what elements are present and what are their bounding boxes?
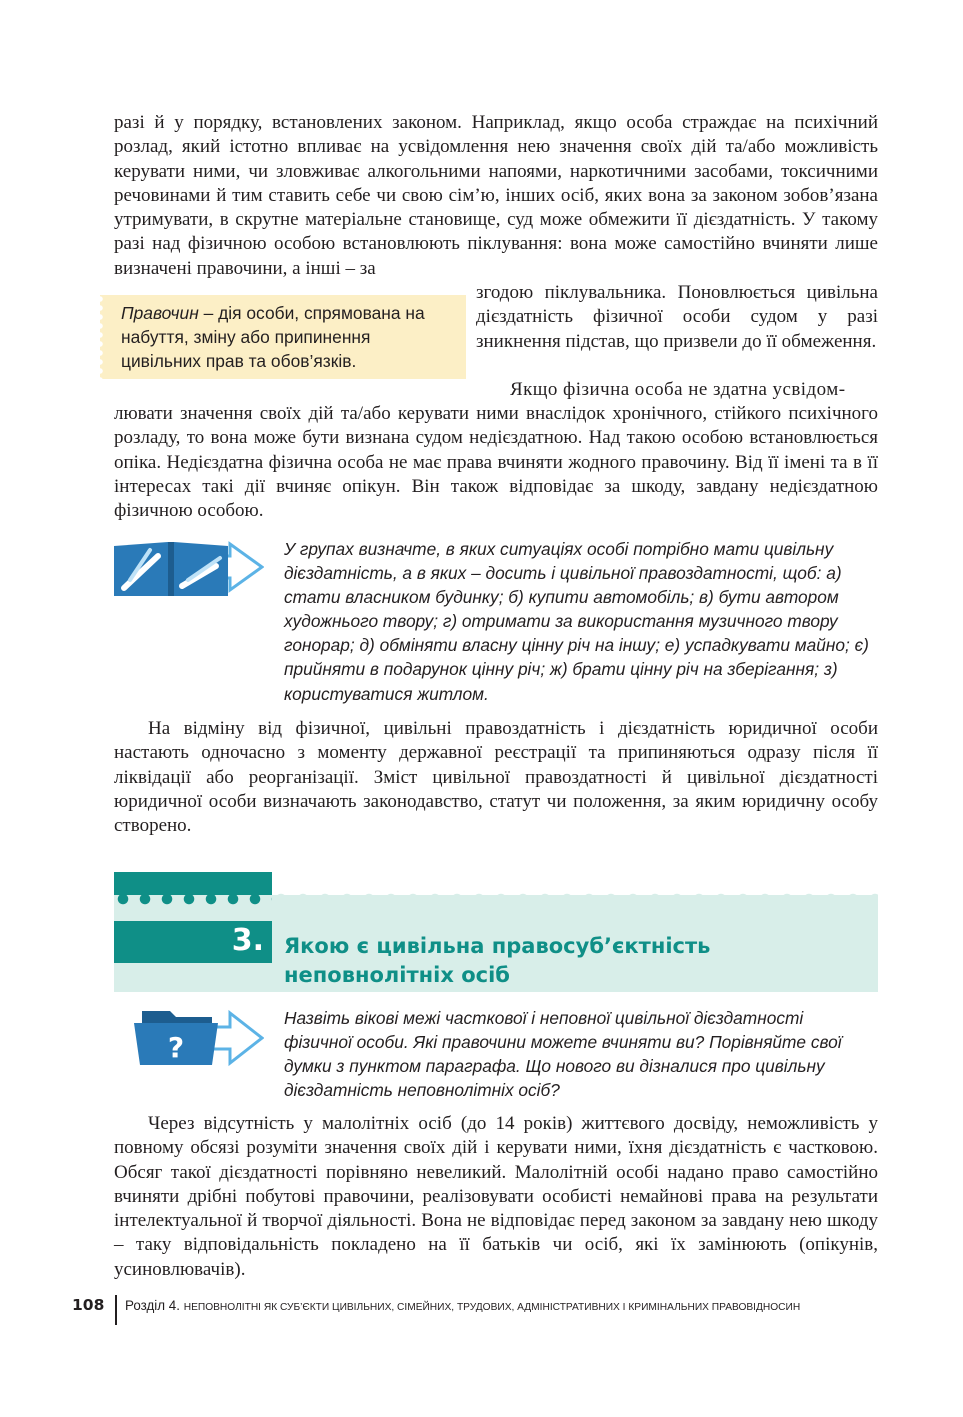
folder-question-icon <box>112 1007 264 1069</box>
footer-chapter-title: НЕПОВНОЛІТНІ ЯК СУБ’ЄКТИ ЦИВІЛЬНИХ, СІМЕЙНИХ, ТРУДОВИХ, АДМІНІСТРАТИВНИХ І КРИМІНАЛЬНИХ ПРАВОВІДНОСИН <box>183 1302 801 1313</box>
definition-text <box>121 301 451 373</box>
definition-box <box>100 295 466 379</box>
section-title: Якою є цивільна правосуб’єктність неповнолітніх осіб <box>284 934 711 987</box>
paragraph-1-continuation: згодою піклувальника. Поновлюється цивільна дієздатність фізичної особи судом у разі зникнення підстав, що призвели до її обмеження. <box>476 282 878 352</box>
task-2-text: Назвіть вікові межі часткової і неповної цивільної дієздатності фізичної особи. Які правочини можете вчиняти ви? Порівняйте свої думки з пунктом параграфа. Що нового ви дізналися про цивільну дієздатність неповнолітніх осіб? <box>284 1008 842 1101</box>
definition-term: Правочин <box>121 303 199 323</box>
footer-divider <box>115 1295 117 1325</box>
section-number-block <box>114 921 272 963</box>
paragraph-1: разі й у порядку, встановлених законом. Наприклад, якщо особа страждає на психічний розлад, який істотно впливає на усвідомлення нею значення своїх дій та/або можливість керувати ними, чи зловживає алкогольними напоями, наркотичними засобами, токсичними речовинами й тим ставить себе чи свою сім’ю, інших осіб, яких вона за законом зобов’язана утримувати, в скрутне матеріальне становище, суд може обмежити її дієздатність. У такому разі над фізичною особою встановлюють піклування: вона може самостійно вчиняти лише визначені правочини, а інші – за <box>114 112 878 279</box>
section-header-dots-light <box>272 893 878 905</box>
footer-running-head <box>125 1298 800 1313</box>
paragraph-2: лювати значення своїх дій та/або керувати ними внаслідок хронічного, стійкого психічного розладу, то вона може бути визнана судом недієздатною. Над такою особою встановлюється опіка. Недієздатна фізична особа не має права вчиняти жодного правочину. Від її імені та в її інтересах такі дії вчиняє опікун. Він також відповідає за шкоду, завдану недієздатною фізичною особою. <box>114 403 878 522</box>
book-pens-icon <box>112 536 264 598</box>
svg-text:?: ? <box>167 1031 185 1064</box>
paragraph-4: Через відсутність у малолітніх осіб (до 14 років) життєвого досвіду, неможливість у повному обсязі розуміти значення своїх дій і керувати ними, їхня дієздатність є частковою. Обсяг такої дієздатності порівняно невеликий. Малолітній особі надано право самостійно вчиняти дрібні побутові правочини, реалізовувати особисті немайнові права на результати інтелектуальної й творчої діяльності. Вона не відповідає перед законом за завдану нею шкоду – таку відповідальність покладено на її батьків чи осіб, які їх замінюють (опікунів, усиновлювачів). <box>114 1113 878 1280</box>
page-number: 108 <box>72 1296 105 1314</box>
paragraph-2-start: Якщо фізична особа не здатна усвідом- <box>510 379 846 400</box>
section-header-dots-dark <box>114 893 272 905</box>
footer-chapter: Розділ 4. <box>125 1298 180 1313</box>
paragraph-3: На відміну від фізичної, цивільні правоздатність і дієздатність юридичної особи настають одночасно з моменту державної реєстрації та припиняються одразу після її ліквідації або реорганізації. Зміст цивільної правоздатності й цивільної дієздатності юридичної особи визначають законодавство, статут чи положення, за яким юридичну особу створено. <box>114 718 878 837</box>
definition-body: – дія особи, спрямована на набуття, зміну або припинення цивільних прав та обов’язків. <box>121 303 425 371</box>
task-1-text: У групах визначте, в яких ситуаціях особі потрібно мати цивільну дієздатність, а в яких – досить і цивільної правоздатності, щоб: а) стати власником будинку; б) купити автомобіль; в) бути автором художнього твору; г) отримати за використання музичного твору гонорар; д) обміняти власну цінну річ на іншу; е) успадкувати майно; є) прийняти в подарунок цінну річ; ж) брати цінну річ на зберігання; з) користуватися житлом. <box>284 539 869 704</box>
section-number: 3. <box>231 923 264 958</box>
definition-box-perforation <box>96 295 104 379</box>
